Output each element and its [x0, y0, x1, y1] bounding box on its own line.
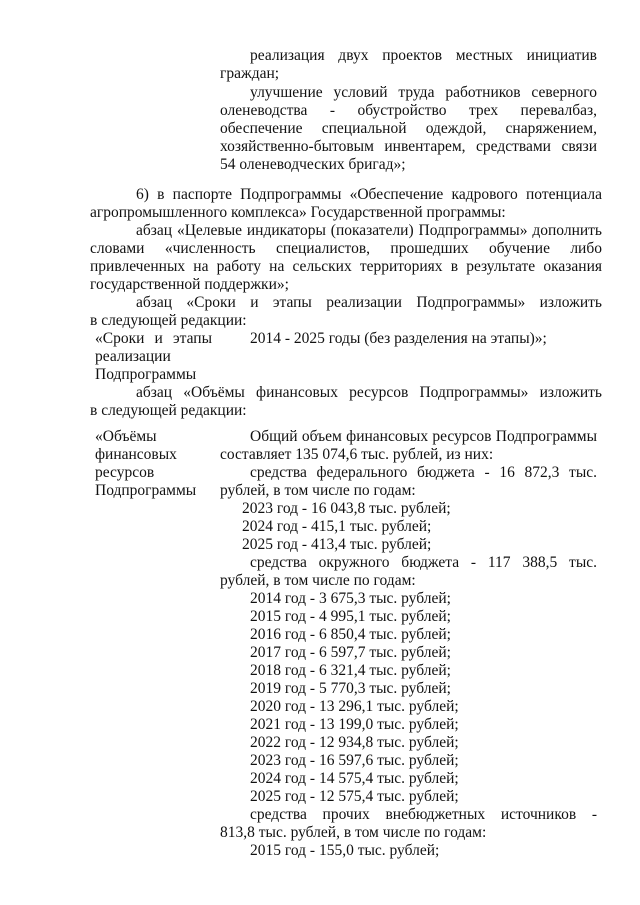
federal-line-2: рублей, в том числе по годам:: [220, 482, 416, 499]
terms-value: 2014 - 2025 годы (без разделения на этапы)»;: [250, 330, 547, 347]
finance-label-line-4: Подпрограммы: [95, 482, 197, 499]
item-1-line-2: граждан;: [220, 65, 280, 82]
terms-label-line-2: реализации: [95, 348, 171, 365]
section-6-para-4-line-2: в следующей редакции:: [90, 402, 247, 419]
section-6-para-2-line-3: привлеченных на работу на сельских территориях в результате оказания: [90, 258, 602, 275]
okrug-year-line: 2025 год - 12 575,4 тыс. рублей;: [250, 788, 459, 805]
okrug-year-line: 2015 год - 4 995,1 тыс. рублей;: [250, 608, 451, 625]
item-2-line-5: 54 оленеводческих бригад»;: [220, 156, 406, 173]
okrug-year-line: 2016 год - 6 850,4 тыс. рублей;: [250, 626, 451, 643]
terms-label-line-3: Подпрограммы: [95, 366, 197, 383]
other-sources-year-line: 2015 год - 155,0 тыс. рублей;: [250, 842, 440, 859]
okrug-year-line: 2020 год - 13 296,1 тыс. рублей;: [250, 698, 459, 715]
finance-total-line-2: составляет 135 074,6 тыс. рублей, из них:: [220, 446, 494, 463]
section-6-para-1-line-1: 6) в паспорте Подпрограммы «Обеспечение кадрового потенциала: [136, 186, 602, 203]
federal-year-line: 2024 год - 415,1 тыс. рублей;: [242, 518, 432, 535]
okrug-line-2: рублей, в том числе по годам:: [220, 572, 416, 589]
section-6-para-3-line-2: в следующей редакции:: [90, 312, 247, 329]
other-sources-line-1: средства прочих внебюджетных источников -: [250, 806, 597, 823]
other-sources-line-2: 813,8 тыс. рублей, в том числе по годам:: [220, 824, 487, 841]
terms-label-line-1: «Сроки и этапы: [95, 330, 212, 347]
okrug-year-line: 2017 год - 6 597,7 тыс. рублей;: [250, 644, 451, 661]
item-2-line-3: обеспечение специальной одеждой, снаряжением,: [220, 120, 597, 137]
okrug-line-1: средства окружного бюджета - 117 388,5 тыс.: [250, 554, 597, 571]
federal-year-line: 2025 год - 413,4 тыс. рублей;: [242, 536, 432, 553]
federal-year-line: 2023 год - 16 043,8 тыс. рублей;: [242, 500, 451, 517]
okrug-year-line: 2023 год - 16 597,6 тыс. рублей;: [250, 752, 459, 769]
section-6-para-3-line-1: абзац «Сроки и этапы реализации Подпрограммы» изложить: [136, 294, 602, 311]
finance-label-line-1: «Объёмы: [95, 428, 157, 445]
section-6-para-1-line-2: агропромышленного комплекса» Государственной программы:: [90, 204, 506, 221]
okrug-year-line: 2019 год - 5 770,3 тыс. рублей;: [250, 680, 451, 697]
okrug-year-line: 2024 год - 14 575,4 тыс. рублей;: [250, 770, 459, 787]
okrug-year-line: 2021 год - 13 199,0 тыс. рублей;: [250, 716, 459, 733]
okrug-year-line: 2014 год - 3 675,3 тыс. рублей;: [250, 590, 451, 607]
item-2-line-2: оленеводства - обустройство трех перевалбаз,: [220, 102, 597, 119]
okrug-year-line: 2018 год - 6 321,4 тыс. рублей;: [250, 662, 451, 679]
finance-label-line-3: ресурсов: [95, 464, 155, 481]
item-2-line-4: хозяйственно-бытовым инвентарем, средствами связи: [220, 138, 597, 155]
item-1-line-1: реализация двух проектов местных инициатив: [250, 47, 597, 64]
federal-line-1: средства федерального бюджета - 16 872,3 тыс.: [250, 464, 597, 481]
finance-total-line-1: Общий объем финансовых ресурсов Подпрограммы: [250, 428, 597, 445]
item-2-line-1: улучшение условий труда работников северного: [250, 84, 597, 101]
okrug-year-line: 2022 год - 12 934,8 тыс. рублей;: [250, 734, 459, 751]
section-6-para-4-line-1: абзац «Объёмы финансовых ресурсов Подпрограммы» изложить: [136, 384, 602, 401]
finance-label-line-2: финансовых: [95, 446, 177, 463]
section-6-para-2-line-1: абзац «Целевые индикаторы (показатели) Подпрограммы» дополнить: [136, 222, 602, 239]
section-6-para-2-line-2: словами «численность специалистов, прошедших обучение либо: [90, 240, 602, 257]
section-6-para-2-line-4: государственной поддержки»;: [90, 276, 289, 293]
